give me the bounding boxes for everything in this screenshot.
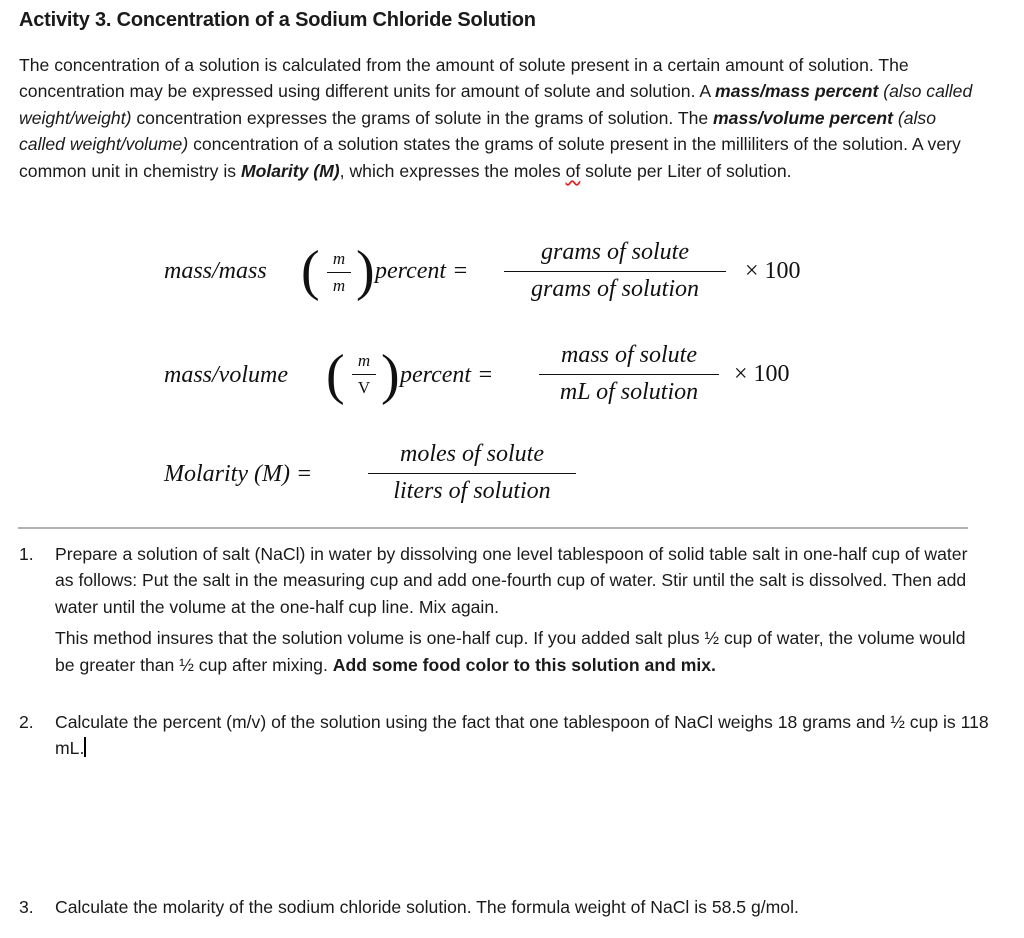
question-1 (19, 541, 979, 681)
mass-volume-note: (also called weight/volume) (19, 107, 936, 155)
eq-label: mass/mass (164, 258, 267, 284)
intro-text: The concentration of a solution is calculated from the amount of solute present in a certain amount of solution. The concentration may be expressed using different units for amount of solute and solution. A (19, 55, 909, 102)
fraction-numerator: mass of solute (560, 342, 697, 368)
question-number: 1. (19, 544, 34, 564)
question-paragraph: Prepare a solution of salt (NaCl) in water by dissolving one level tablespoon of solid table salt in one-half cup of water as follows: Put the salt in the measuring cup and add one-fourth cup of water. Stir until the salt is dissolved. Then add water until the volume at the one-half cup line. Mix again. (55, 544, 968, 617)
section-divider (18, 527, 968, 529)
question-3 (19, 894, 999, 924)
fraction-denominator: mL of solution (559, 379, 699, 405)
eq-label: mass/volume (164, 362, 288, 388)
mass-volume-term: mass/volume percent (713, 107, 893, 128)
intro-paragraph (19, 52, 979, 184)
ratio-fraction (322, 249, 356, 296)
ratio-den: m (332, 276, 346, 295)
fraction-numerator: grams of solute (540, 239, 689, 265)
mass-mass-note: (also called weight/weight) (19, 81, 973, 128)
spellcheck-word: of (565, 160, 581, 181)
intro-text: concentration of a solution states the grams of solute present in the milliliters of the solution. A very common unit in chemistry is (19, 134, 961, 181)
eq-label: Molarity (M) = (164, 461, 313, 487)
question-sentence: This method insures that the solution volume is one-half cup. If you added salt plus ½ cup of water, the volume would be greater than ½ cup after mixing. (55, 628, 966, 675)
main-fraction (504, 239, 726, 303)
question-2 (19, 709, 999, 769)
mass-mass-term: mass/mass percent (715, 81, 879, 102)
question-text (55, 709, 995, 762)
fraction-denominator: grams of solution (530, 276, 700, 302)
right-paren: ) (356, 240, 375, 302)
times-100: × 100 (734, 361, 790, 387)
question-sentence: Calculate the percent (m/v) of the solution using the fact that one tablespoon of NaCl weighs 18 grams and ½ cup is 118 mL. (55, 712, 989, 759)
ratio-den: V (357, 378, 371, 397)
intro-text: , which expresses the moles (339, 160, 566, 181)
left-paren: ( (301, 240, 320, 302)
intro-text: concentration expresses the grams of solute in the grams of solution. The (131, 107, 714, 128)
text-cursor[interactable] (84, 737, 86, 757)
question-number: 2. (19, 712, 34, 732)
question-paragraph (55, 625, 971, 678)
intro-text: solute per Liter of solution. (580, 160, 792, 181)
eq-word: percent = (375, 258, 469, 284)
question-instruction: Add some food color to this solution and mix. (332, 654, 716, 675)
ratio-fraction (347, 351, 381, 398)
eq-word: percent = (400, 362, 494, 388)
times-100: × 100 (745, 258, 801, 284)
ratio-num: m (332, 249, 346, 268)
right-paren: ) (381, 344, 400, 406)
main-fraction (539, 342, 719, 406)
fraction-numerator: moles of solute (400, 441, 544, 467)
main-fraction (368, 441, 576, 505)
left-paren: ( (326, 344, 345, 406)
question-text (55, 541, 971, 678)
question-text: Calculate the molarity of the sodium chloride solution. The formula weight of NaCl is 58.5 g/mol. (55, 897, 799, 917)
molarity-term: Molarity (M) (240, 160, 340, 181)
activity-title: Activity 3. Concentration of a Sodium Chloride Solution (19, 9, 536, 31)
fraction-denominator: liters of solution (393, 478, 551, 504)
question-number: 3. (19, 897, 34, 917)
ratio-num: m (357, 351, 371, 370)
